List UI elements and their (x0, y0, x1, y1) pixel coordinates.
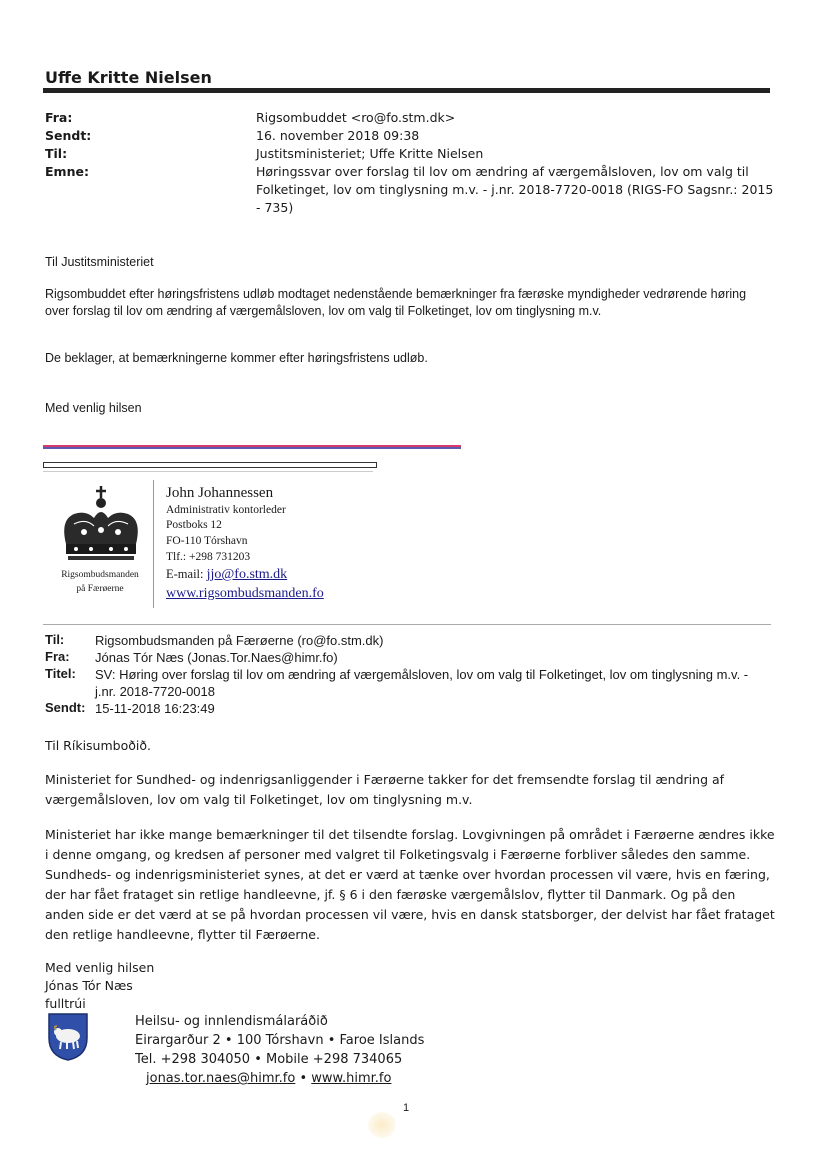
signature2-org: Heilsu- og innlendismálaráðið (135, 1014, 328, 1029)
signature-email-link[interactable]: jjo@fo.stm.dk (206, 567, 288, 582)
body1-paragraph2: De beklager, at bemærkningerne kommer efter høringsfristens udløb. (45, 351, 428, 365)
body1-closing: Med venlig hilsen (45, 401, 142, 415)
signature2-address: Eirargarður 2 • 100 Tórshavn • Faroe Islands (135, 1033, 425, 1048)
body2-greeting: Til Ríkisumboðið. (45, 738, 151, 753)
signature-title: Administrativ kontorleder (166, 504, 286, 516)
mail2-til-value: Rigsombudsmanden på Færøerne (ro@fo.stm.dk) (95, 633, 384, 648)
header-rule (43, 88, 770, 93)
signature-box-rule (43, 462, 377, 468)
body1-greeting: Til Justitsministeriet (45, 255, 154, 269)
body2-paragraph2: Ministeriet har ikke mange bemærkninger til det tilsendte forslag. Lovgivningen på området i Færøerne ændres ikke i denne omgang, og kredsen af personer med valgret til Folketingsvalg i Færøerne forbliver således den samme. Sundheds- og indenrigsministeriet synes, at det er værd at tænke over hvordan processen vil være, hvis en færing, der har fået frataget sin retlige handleevne, jf. § 6 i den færøske værgemålslov, flytter til Danmark. Og på den anden side er det værd at se på hvordan processen vil være, hvis en dansk statsborger, der delvist har fået frataget den retlige handleevne, flytter til Færøerne. (45, 827, 775, 942)
signature2-website-link[interactable]: www.himr.fo (311, 1071, 392, 1086)
body2-role: fulltrúi (45, 996, 86, 1011)
owner-name: Uffe Kritte Nielsen (45, 68, 212, 87)
signature-name: John Johannessen (166, 485, 274, 501)
emne-label: Emne: (45, 164, 89, 179)
crown-logo-icon (56, 484, 146, 570)
signature-divider (153, 480, 154, 608)
mail2-fra-value: Jónas Tór Næs (Jonas.Tor.Naes@himr.fo) (95, 650, 338, 665)
body2-closing: Med venlig hilsen (45, 960, 155, 975)
mail2-sendt-value: 15-11-2018 16:23:49 (95, 701, 215, 716)
signature-email-label: E-mail: (166, 567, 207, 581)
til-label: Til: (45, 146, 68, 161)
body1-paragraph1: Rigsombuddet efter høringsfristens udløb modtaget nedenstående bemærkninger fra færøske myndigheder vedrørende høring over forslag til lov om ændring af værgemålsloven, lov om valg til Folketinget, lov om tinglysning m.v. (45, 287, 747, 318)
fra-value: Rigsombuddet <ro@fo.stm.dk> (256, 110, 456, 125)
mail2-til-label: Til: (45, 632, 65, 647)
signature-phone: Tlf.: +298 731203 (166, 551, 251, 563)
signature-faint-rule (43, 471, 373, 472)
sendt-label: Sendt: (45, 128, 92, 143)
signature2-phones: Tel. +298 304050 • Mobile +298 734065 (135, 1052, 403, 1067)
signature-address2: FO-110 Tórshavn (166, 535, 248, 547)
til-value: Justitsministeriet; Uffe Kritte Nielsen (256, 146, 484, 161)
mail2-titel-label: Titel: (45, 666, 76, 681)
fra-label: Fra: (45, 110, 73, 125)
body2-paragraph1: Ministeriet for Sundhed- og indenrigsanliggender i Færøerne takker for det fremsendte forslag til ændring af værgemålsloven, lov om valg til Folketinget, lov om tinglysning m.v. (45, 772, 725, 807)
mail2-titel-value: SV: Høring over forslag til lov om ændring af værgemålsloven, lov om valg til Folketinget, lov om tinglysning m.v. - j.nr. 2018-7720-0018 (95, 667, 749, 699)
mail2-separator (43, 624, 771, 625)
signature-address1: Postboks 12 (166, 519, 222, 531)
paper-stain (368, 1112, 396, 1138)
signature-website-link[interactable]: www.rigsombudsmanden.fo (166, 586, 324, 601)
signature-color-rule (43, 445, 461, 449)
signature2-email-link[interactable]: jonas.tor.naes@himr.fo (146, 1071, 296, 1086)
body2-name: Jónas Tór Næs (45, 978, 133, 993)
page-number: 1 (403, 1102, 410, 1114)
logo-caption-line1: Rigsombudsmanden (61, 570, 139, 580)
mail2-sendt-label: Sendt: (45, 700, 86, 715)
logo-caption-line2: på Færøerne (76, 584, 124, 594)
signature2-links (146, 1071, 391, 1086)
sendt-value: 16. november 2018 09:38 (256, 128, 420, 143)
ram-shield-icon (47, 1012, 89, 1062)
signature2-separator: • (295, 1071, 312, 1086)
emne-value: Høringssvar over forslag til lov om ændring af værgemålsloven, lov om valg til Folketinget, lov om tinglysning m.v. - j.nr. 2018-7720-0018 (RIGS-FO Sagsnr.: 2015 - 735) (256, 164, 774, 215)
signature-email-line (166, 567, 287, 583)
mail2-fra-label: Fra: (45, 649, 70, 664)
